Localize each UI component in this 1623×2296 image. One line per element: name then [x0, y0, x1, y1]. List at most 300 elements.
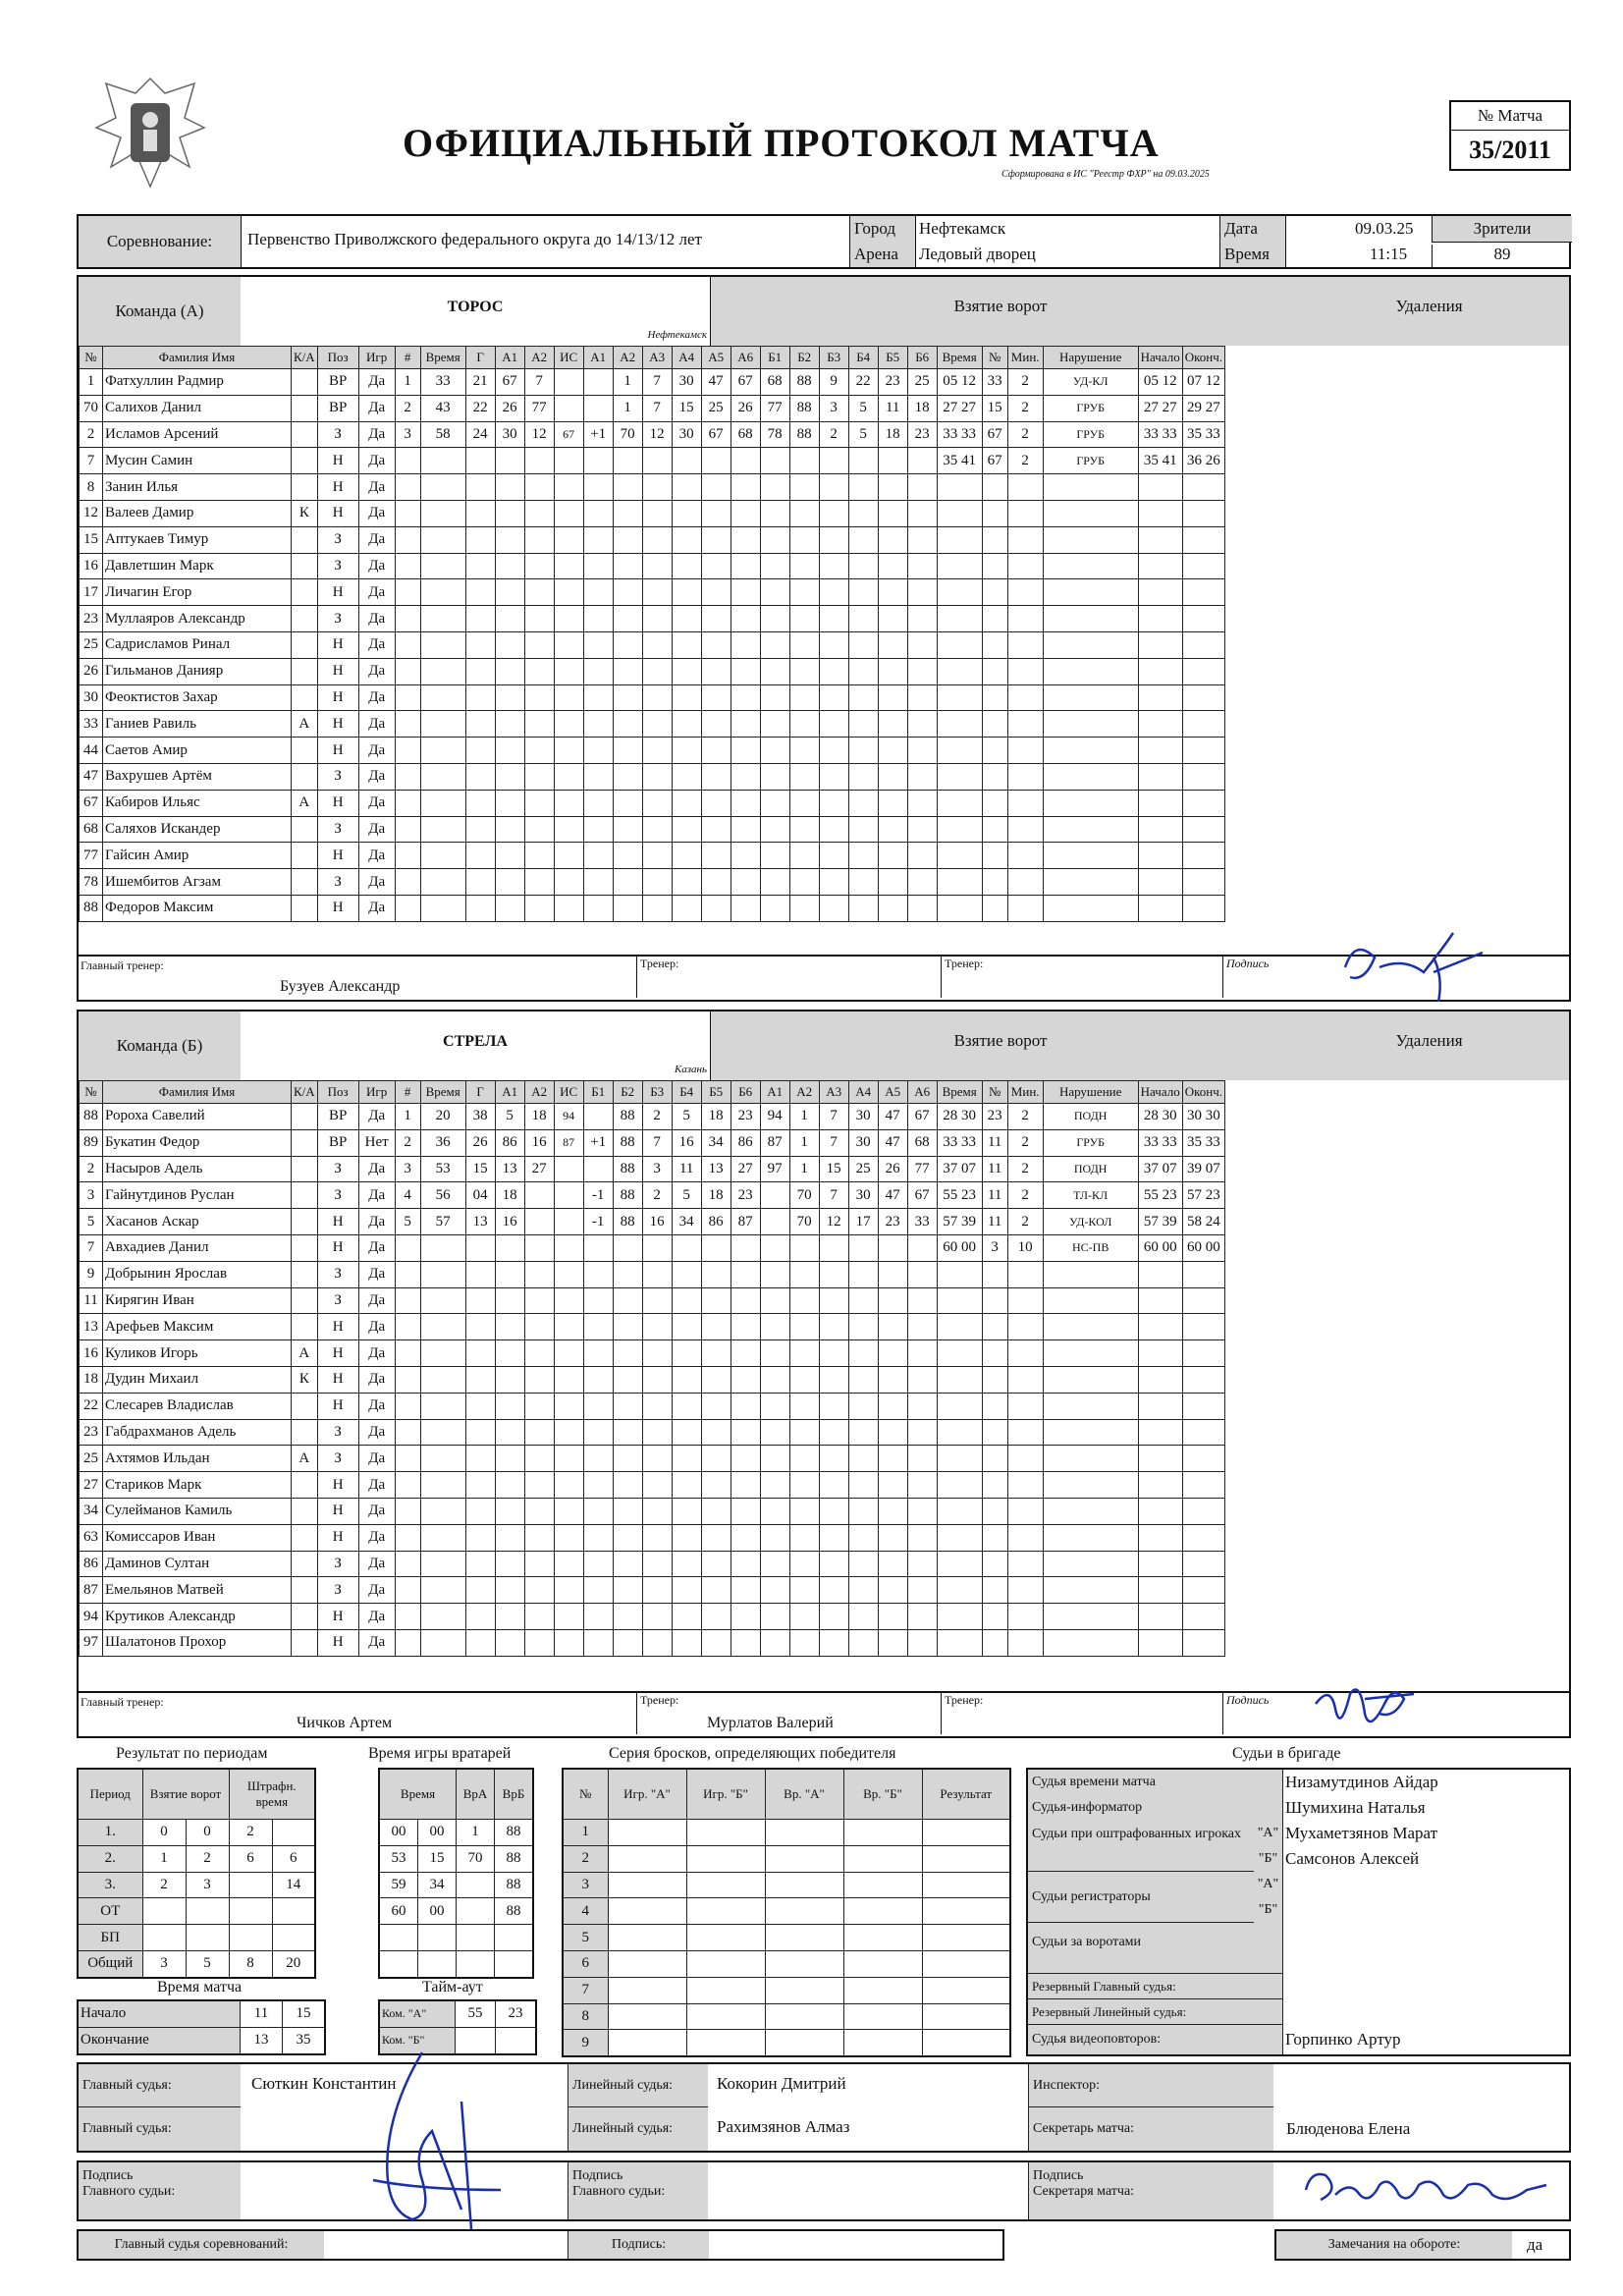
table-row [78, 1950, 315, 1977]
main-ref-1: Сюткин Константин [251, 2074, 397, 2093]
goal-cell [420, 1472, 465, 1499]
goal-cell [878, 579, 907, 606]
penalty-minutes [1007, 1419, 1043, 1446]
table-row [80, 1182, 1225, 1209]
goal-cell [465, 1629, 495, 1656]
penalty-player [982, 553, 1007, 579]
goal-cell: -1 [583, 1182, 613, 1209]
penalty-infraction [1043, 1366, 1138, 1393]
penalty-player [982, 526, 1007, 553]
penalty-player [982, 1629, 1007, 1656]
penalty-minutes: 2 [1007, 1182, 1043, 1209]
goal-cell: 7 [642, 369, 672, 396]
goal-cell [465, 658, 495, 684]
goal-cell: 23 [730, 1104, 760, 1130]
player-position: Н [317, 1314, 358, 1340]
goal-cell: 5 [672, 1182, 701, 1209]
penalty-time [937, 1366, 982, 1393]
match-time-grid [77, 1999, 326, 2055]
team-a-goal-col-0: # [395, 347, 420, 369]
goal-cell [907, 843, 937, 869]
player-name: Садрисламов Ринал [103, 631, 292, 658]
goal-cell [760, 790, 789, 816]
goal-cell [395, 1419, 420, 1446]
goal-cell [524, 606, 554, 632]
penalty-minutes [1007, 1314, 1043, 1340]
goal-cell [495, 816, 524, 843]
penalty-start: 35 41 [1138, 448, 1182, 474]
table-row [80, 421, 1225, 448]
goal-cell: 33 [907, 1209, 937, 1235]
team-b-goal-col-13: А2 [789, 1081, 819, 1104]
penalty-player [982, 843, 1007, 869]
goal-cell [554, 474, 583, 501]
goal-cell [524, 816, 554, 843]
table-row [563, 1977, 1010, 2003]
penalty-minutes [1007, 1446, 1043, 1472]
goalie-cell: 00 [418, 1820, 457, 1846]
goal-cell [613, 448, 642, 474]
goal-cell [395, 553, 420, 579]
goal-cell [554, 1577, 583, 1604]
player-number: 16 [80, 1340, 103, 1367]
penalty-time: 60 00 [937, 1234, 982, 1261]
goal-cell [701, 816, 730, 843]
goal-cell [495, 631, 524, 658]
goal-cell [524, 1287, 554, 1314]
penalty-player [982, 606, 1007, 632]
goal-cell [642, 1340, 672, 1367]
goal-cell [730, 895, 760, 921]
player-number: 12 [80, 500, 103, 526]
goal-cell [495, 1419, 524, 1446]
table-row [80, 1314, 1225, 1340]
player-played: Нет [358, 1129, 395, 1156]
penalty-end [1182, 526, 1224, 553]
goal-cell: 30 [848, 1129, 878, 1156]
penalty-player [982, 790, 1007, 816]
goal-cell [701, 1524, 730, 1551]
penalty-end [1182, 1577, 1224, 1604]
officials-panel [77, 2062, 1571, 2153]
penalty-player [982, 1524, 1007, 1551]
player-position: З [317, 816, 358, 843]
goal-cell: 15 [465, 1156, 495, 1182]
team-b-goal-col-4: А2 [524, 1081, 554, 1104]
penalty-time: 05 12 [937, 369, 982, 396]
goal-cell [554, 658, 583, 684]
period-cell: 3 [186, 1872, 229, 1898]
player-role: К [292, 1366, 318, 1393]
goal-cell [672, 790, 701, 816]
penalty-infraction [1043, 1446, 1138, 1472]
goal-cell: 88 [613, 1209, 642, 1235]
goal-cell [907, 553, 937, 579]
penalty-infraction [1043, 895, 1138, 921]
goal-cell [395, 1393, 420, 1419]
penalty-start: 33 33 [1138, 1129, 1182, 1156]
goal-cell [583, 738, 613, 764]
shootout-cell [686, 1950, 765, 1977]
goal-cell: 68 [907, 1129, 937, 1156]
goal-cell [642, 553, 672, 579]
goal-cell [672, 1629, 701, 1656]
goal-cell [613, 474, 642, 501]
goal-cell [420, 579, 465, 606]
player-name: Личагин Егор [103, 579, 292, 606]
team-a-pen-col-2: Мин. [1007, 347, 1043, 369]
goal-cell [730, 448, 760, 474]
goal-cell [554, 1209, 583, 1235]
goal-cell: 18 [701, 1104, 730, 1130]
penalty-end: 07 12 [1182, 369, 1224, 396]
player-number: 86 [80, 1551, 103, 1577]
goal-cell [642, 1287, 672, 1314]
goal-cell [672, 1446, 701, 1472]
team-a-col-played: Игр [358, 347, 395, 369]
goal-cell: 7 [642, 395, 672, 421]
goal-cell [819, 1234, 848, 1261]
goal-cell [613, 843, 642, 869]
goal-cell [878, 711, 907, 738]
player-name: Муллаяров Александр [103, 606, 292, 632]
table-row [563, 1898, 1010, 1925]
goal-cell [848, 1551, 878, 1577]
goal-cell [907, 1446, 937, 1472]
goal-cell [465, 711, 495, 738]
goal-cell [613, 1419, 642, 1446]
ref-value-column [1282, 1770, 1283, 2054]
player-role [292, 631, 318, 658]
goal-cell [583, 448, 613, 474]
player-played: Да [358, 1156, 395, 1182]
goal-cell [760, 553, 789, 579]
shootout-number: 1 [563, 1820, 608, 1846]
player-number: 25 [80, 631, 103, 658]
table-row [80, 1393, 1225, 1419]
goal-cell [760, 1577, 789, 1604]
goal-cell [848, 895, 878, 921]
goal-cell [465, 474, 495, 501]
goal-cell: 7 [819, 1104, 848, 1130]
goal-cell [819, 631, 848, 658]
ref-reserve-line-label: Резервный Линейный судья: [1028, 1999, 1282, 2025]
team-b-section [77, 1010, 1571, 1738]
penalty-infraction [1043, 1472, 1138, 1499]
goal-cell [760, 843, 789, 869]
goal-cell: 77 [524, 395, 554, 421]
goalie-cell [457, 1925, 495, 1951]
goal-cell [760, 1629, 789, 1656]
goal-cell [495, 658, 524, 684]
penalty-end [1182, 816, 1224, 843]
goal-cell [701, 1393, 730, 1419]
penalty-minutes [1007, 474, 1043, 501]
goal-cell [672, 631, 701, 658]
penalty-time [937, 474, 982, 501]
team-b-head-coach-label: Главный тренер: [81, 1695, 164, 1709]
goal-cell [524, 1604, 554, 1630]
goal-cell [583, 474, 613, 501]
player-number: 3 [80, 1182, 103, 1209]
goal-cell [878, 1604, 907, 1630]
player-played: Да [358, 1472, 395, 1499]
goal-cell: 22 [465, 395, 495, 421]
player-position: Н [317, 1234, 358, 1261]
player-role [292, 474, 318, 501]
player-played: Да [358, 1182, 395, 1209]
goal-cell [789, 448, 819, 474]
goal-cell [672, 738, 701, 764]
team-a-pen-col-3: Нарушение [1043, 347, 1138, 369]
goal-cell [672, 606, 701, 632]
table-row [78, 1898, 315, 1925]
goal-cell [760, 579, 789, 606]
goal-cell [789, 790, 819, 816]
penalty-minutes: 2 [1007, 448, 1043, 474]
goal-cell [613, 1629, 642, 1656]
goal-cell [848, 1287, 878, 1314]
goal-cell: 15 [672, 395, 701, 421]
team-b-name: СТРЕЛА [443, 1033, 508, 1050]
goal-cell [642, 1314, 672, 1340]
table-row [379, 1845, 533, 1872]
goal-cell [554, 1551, 583, 1577]
player-number: 8 [80, 474, 103, 501]
goal-cell [554, 1524, 583, 1551]
team-a-goals-title: Взятие ворот [710, 277, 1291, 346]
table-row [80, 1129, 1225, 1156]
penalty-end [1182, 1446, 1224, 1472]
goal-cell [789, 631, 819, 658]
team-b-goal-col-11: Б6 [730, 1081, 760, 1104]
goal-cell [583, 1629, 613, 1656]
penalty-start [1138, 1393, 1182, 1419]
penalty-time: 33 33 [937, 1129, 982, 1156]
penalty-player [982, 1366, 1007, 1393]
goal-cell [730, 1287, 760, 1314]
penalty-minutes: 2 [1007, 369, 1043, 396]
player-role [292, 684, 318, 711]
player-played: Да [358, 579, 395, 606]
goal-cell [642, 1629, 672, 1656]
goal-cell: 1 [395, 369, 420, 396]
penalty-player [982, 816, 1007, 843]
penalty-end [1182, 684, 1224, 711]
shootout-cell [686, 1872, 765, 1898]
goal-cell [878, 448, 907, 474]
team-b-goal-col-6: Б1 [583, 1081, 613, 1104]
goal-cell [672, 1366, 701, 1393]
player-position: Н [317, 895, 358, 921]
player-played: Да [358, 711, 395, 738]
goal-cell [420, 1577, 465, 1604]
goal-cell [642, 684, 672, 711]
goal-cell [701, 553, 730, 579]
goal-cell [583, 1314, 613, 1340]
table-row [80, 869, 1225, 896]
goal-cell [730, 1498, 760, 1524]
player-name: Валеев Дамир [103, 500, 292, 526]
goalie-cell [457, 1950, 495, 1977]
table-row [80, 395, 1225, 421]
player-number: 94 [80, 1604, 103, 1630]
match-time-minutes: 35 [283, 2027, 326, 2053]
team-b-col-no: № [80, 1081, 103, 1104]
goal-cell [495, 843, 524, 869]
goal-cell [878, 790, 907, 816]
penalty-start [1138, 816, 1182, 843]
player-played: Да [358, 448, 395, 474]
goal-cell [495, 553, 524, 579]
ref-info-judge: Шумихина Наталья [1285, 1798, 1426, 1817]
goal-cell [613, 895, 642, 921]
goal-cell [395, 500, 420, 526]
penalty-player: 67 [982, 421, 1007, 448]
goal-cell [554, 1261, 583, 1287]
goal-cell [730, 474, 760, 501]
goal-cell [420, 1314, 465, 1340]
player-name: Емельянов Матвей [103, 1577, 292, 1604]
goal-cell: 26 [730, 395, 760, 421]
periods-col-goals: Взятие ворот [142, 1769, 229, 1820]
goal-cell: 16 [524, 1129, 554, 1156]
goal-cell [760, 1604, 789, 1630]
goal-cell: 12 [524, 421, 554, 448]
penalty-end [1182, 1551, 1224, 1577]
player-played: Да [358, 1209, 395, 1235]
player-name: Гильманов Данияр [103, 658, 292, 684]
player-played: Да [358, 1366, 395, 1393]
goal-cell [642, 579, 672, 606]
player-played: Да [358, 1419, 395, 1446]
player-name: Вахрушев Артём [103, 763, 292, 790]
player-role [292, 658, 318, 684]
shootout-table [562, 1768, 1011, 2057]
player-played: Да [358, 1577, 395, 1604]
goal-cell: 18 [524, 1104, 554, 1130]
goal-cell [701, 1314, 730, 1340]
shootout-col-0: № [563, 1769, 608, 1820]
goal-cell: 94 [760, 1104, 789, 1130]
goal-cell: 47 [878, 1182, 907, 1209]
goal-cell [672, 553, 701, 579]
player-name: Ишембитов Агзам [103, 869, 292, 896]
goal-cell [613, 869, 642, 896]
shootout-cell [608, 1925, 686, 1951]
goal-cell [495, 1340, 524, 1367]
shootout-cell [608, 1950, 686, 1977]
team-b-city: Казань [674, 1064, 707, 1075]
goal-cell [554, 1446, 583, 1472]
goal-cell [819, 1551, 848, 1577]
goal-cell: 3 [395, 421, 420, 448]
goal-cell: 43 [420, 395, 465, 421]
team-a-goal-col-9: А4 [672, 347, 701, 369]
ref-goal-judges-label: Судьи за воротами [1028, 1923, 1282, 1974]
goalies-col-a: ВрА [457, 1769, 495, 1820]
goal-cell [465, 816, 495, 843]
goal-cell [495, 1446, 524, 1472]
goal-cell [554, 1366, 583, 1393]
penalty-time [937, 1551, 982, 1577]
goal-cell [789, 579, 819, 606]
goal-cell: 88 [789, 421, 819, 448]
shootout-number: 7 [563, 1977, 608, 2003]
player-position: З [317, 1261, 358, 1287]
goal-cell [554, 369, 583, 396]
penalty-player [982, 1577, 1007, 1604]
player-name: Давлетшин Марк [103, 553, 292, 579]
goal-cell: 47 [878, 1104, 907, 1130]
goal-cell [878, 1472, 907, 1499]
penalty-player [982, 1340, 1007, 1367]
goal-cell [819, 579, 848, 606]
goal-cell [730, 1314, 760, 1340]
period-cell: 2. [78, 1845, 142, 1872]
table-row [78, 1925, 315, 1951]
penalty-start [1138, 553, 1182, 579]
match-time-label: Начало [78, 2000, 241, 2027]
goal-cell [465, 738, 495, 764]
player-name: Арефьев Максим [103, 1314, 292, 1340]
goal-cell [907, 1419, 937, 1446]
goal-cell: 2 [642, 1182, 672, 1209]
penalty-end: 30 30 [1182, 1104, 1224, 1130]
player-position: Н [317, 1498, 358, 1524]
player-position: ВР [317, 369, 358, 396]
goal-cell [819, 606, 848, 632]
goal-cell [730, 1234, 760, 1261]
goal-cell [819, 553, 848, 579]
player-position: З [317, 1446, 358, 1472]
goal-cell [848, 1604, 878, 1630]
penalty-start: 57 39 [1138, 1209, 1182, 1235]
goal-cell: -1 [583, 1209, 613, 1235]
goal-cell: 77 [760, 395, 789, 421]
goal-cell [583, 500, 613, 526]
goal-cell [613, 500, 642, 526]
table-row [80, 843, 1225, 869]
goalie-cell: 70 [457, 1845, 495, 1872]
goal-cell [395, 1314, 420, 1340]
goal-cell [465, 1393, 495, 1419]
main-ref-label-1: Главный судья: [79, 2064, 241, 2107]
goal-cell [760, 816, 789, 843]
goal-cell: 68 [730, 421, 760, 448]
penalty-time [937, 816, 982, 843]
player-played: Да [358, 631, 395, 658]
player-role [292, 1551, 318, 1577]
shootout-cell [922, 2030, 1010, 2056]
goal-cell [760, 869, 789, 896]
goal-cell [395, 684, 420, 711]
goal-cell [524, 526, 554, 553]
goal-cell [907, 684, 937, 711]
player-position: Н [317, 1629, 358, 1656]
penalty-minutes [1007, 658, 1043, 684]
goal-cell [642, 631, 672, 658]
goal-cell [583, 1551, 613, 1577]
shootout-cell [765, 2003, 843, 2030]
player-number: 11 [80, 1287, 103, 1314]
team-b-goal-col-0: # [395, 1081, 420, 1104]
penalty-minutes [1007, 1393, 1043, 1419]
shootout-cell [765, 1820, 843, 1846]
penalty-infraction [1043, 474, 1138, 501]
penalty-minutes: 2 [1007, 1209, 1043, 1235]
goal-cell [642, 1472, 672, 1499]
